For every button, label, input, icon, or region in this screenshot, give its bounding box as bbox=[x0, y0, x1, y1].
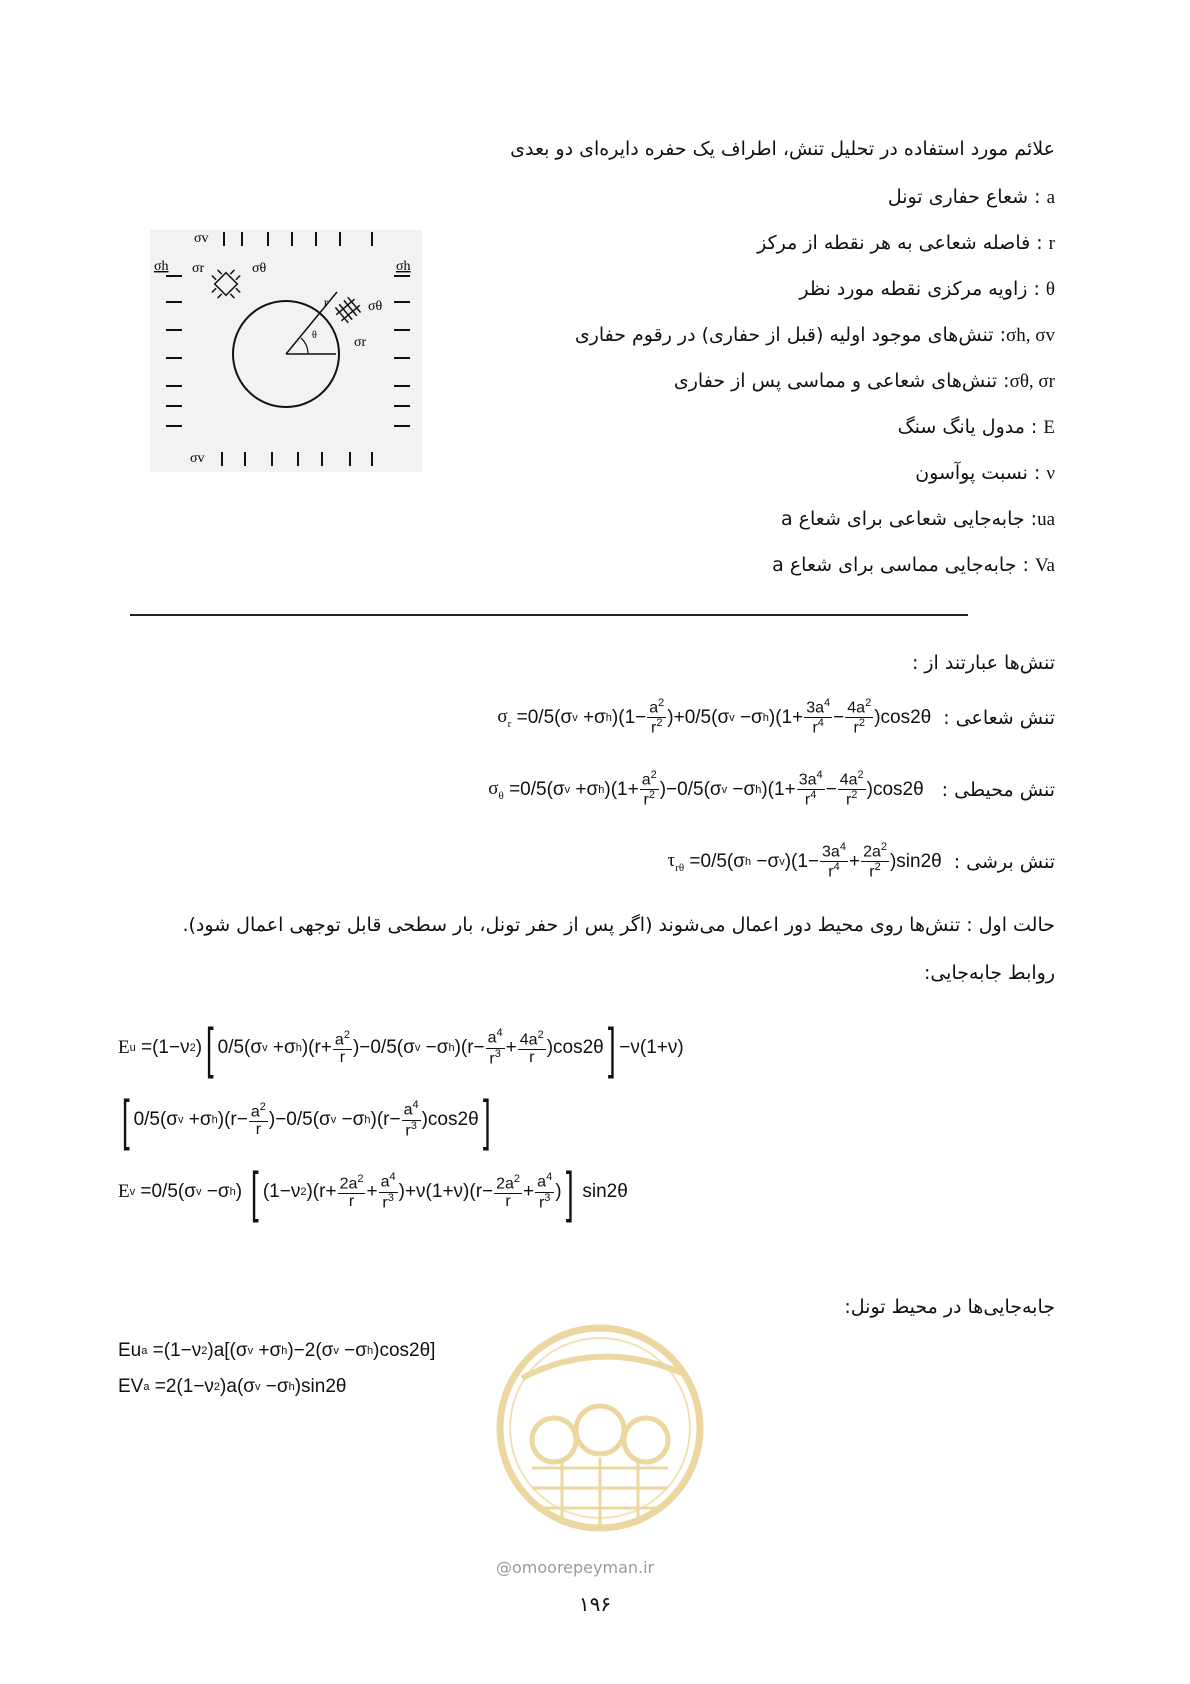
symbol: θ bbox=[1045, 279, 1055, 300]
symbol-def-E bbox=[898, 416, 1055, 439]
hoop-stress-row bbox=[488, 770, 1055, 809]
radial-stress-row bbox=[497, 698, 1055, 737]
theta-arc bbox=[301, 338, 308, 354]
displacement-heading: روابط جابه‌جایی: bbox=[923, 962, 1055, 984]
diagram-svg bbox=[150, 230, 422, 472]
symbol-desc: : جابه‌جایی مماسی برای شعاع a bbox=[772, 554, 1035, 576]
symbol: ν bbox=[1046, 463, 1055, 484]
ev-equation: E v =0/5(σ v −σ h ) [ (1−ν 2 )(r+ $\frac{2a^2}{r}$ + $\frac{a^4}{r^3}$ )+ν(1+ν)(r− $\frac{2a^2}{r}$ + $\frac{a^4}{r^3}$ ) ] sin2θ bbox=[118, 1160, 628, 1223]
symbol-def-ua bbox=[781, 508, 1055, 531]
symbol: σθ, σr bbox=[1009, 371, 1055, 392]
eva-equation: EV a =2(1−ν 2 )a(σ v −σ h )sin2θ bbox=[118, 1376, 347, 1397]
symbol-def-r bbox=[757, 232, 1055, 255]
page-number: ۱۹۶ bbox=[578, 1592, 612, 1616]
symbol-def-a bbox=[888, 186, 1055, 209]
case-one-text: حالت اول : تنش‌ها روی محیط دور اعمال می‌شوند (اگر پس از حفر تونل، بار سطحی قابل توجهی اعمال شود). bbox=[182, 914, 1055, 936]
label-r: r bbox=[324, 295, 328, 309]
symbol-desc: : شعاع حفاری تونل bbox=[887, 186, 1047, 208]
symbol: a bbox=[1046, 187, 1055, 208]
hoop-stress-label: تنش محیطی : bbox=[941, 778, 1055, 801]
shear-stress-label: تنش برشی : bbox=[953, 850, 1055, 873]
label-sigma-theta-left: σθ bbox=[252, 261, 267, 276]
label-theta: θ bbox=[312, 330, 317, 341]
watermark-url: @omoorepeyman.ir bbox=[496, 1558, 655, 1577]
watermark-seal bbox=[492, 1318, 708, 1548]
symbol: E bbox=[1043, 417, 1055, 438]
tunnel-stress-diagram bbox=[150, 230, 422, 472]
symbol-desc: : تنش‌های موجود اولیه (قبل از حفاری) در رقوم حفاری bbox=[574, 324, 1007, 346]
stresses-heading: تنش‌ها عبارتند از : bbox=[911, 652, 1055, 674]
label-sigma-theta-right: σθ bbox=[368, 299, 383, 314]
symbol: ua bbox=[1037, 509, 1055, 530]
label-sigma-h-right: σh bbox=[396, 259, 411, 274]
radial-stress-label: تنش شعاعی : bbox=[943, 706, 1055, 729]
intro-line: علائم مورد استفاده در تحلیل تنش، اطراف یک حفره دایره‌ای دو بعدی bbox=[510, 138, 1055, 160]
symbol: Va bbox=[1034, 555, 1055, 576]
symbol-desc: : تنش‌های شعاعی و مماسی پس از حفاری bbox=[673, 370, 1010, 392]
symbol-desc: : نسبت پوآسون bbox=[915, 462, 1047, 484]
section-divider bbox=[130, 614, 968, 616]
label-sigma-r-left: σr bbox=[192, 261, 205, 276]
element-left bbox=[203, 261, 248, 306]
hoop-stress-equation: $\sigma_\theta$ =0/5(σ v +σ h )(1+ $\frac{a^2}{r^2}$ )−0/5(σ v −σ h )(1+ $\frac{3a^4}{r^4}$ − $\frac{4a^2}{r^2}$ )cos2θ bbox=[488, 769, 924, 809]
shear-stress-equation: $\tau_{r\theta}$ =0/5(σ h −σ v )(1− $\frac{3a^4}{r^4}$ + $\frac{2a^2}{r^2}$ )sin2θ bbox=[667, 841, 942, 881]
label-sigma-h-left: σh bbox=[154, 259, 169, 274]
label-sigma-v-bottom: σv bbox=[190, 451, 205, 466]
symbol-desc: : جابه‌جایی شعاعی برای شعاع a bbox=[780, 508, 1038, 530]
eu-equation-line1: E u =(1−ν 2 ) [ 0/5(σ v +σ h )(r+ $\frac{a^2}{r}$ )−0/5(σ v −σ h )(r− $\frac{a^4}{r^3}$ + $\frac{4a^2}{r}$ )cos2θ ] −ν(1+ν) bbox=[118, 1016, 684, 1079]
eu-equation-line2: [ 0/5(σ v +σ h )(r− $\frac{a^2}{r}$ )−0/5(σ v −σ h )(r− $\frac{a^4}{r^3}$ )cos2θ ] bbox=[121, 1088, 491, 1151]
eua-equation: Eu a =(1−ν 2 )a[(σ v +σ h )−2(σ v −σ h )cos2θ] bbox=[118, 1340, 436, 1361]
label-sigma-v-top: σv bbox=[194, 231, 209, 246]
perimeter-heading: جابه‌جایی‌ها در محیط تونل: bbox=[844, 1296, 1055, 1318]
symbol-def-post-stress bbox=[674, 370, 1055, 393]
symbol-desc: : مدول یانگ سنگ bbox=[897, 416, 1044, 438]
symbol-def-nu bbox=[915, 462, 1055, 485]
left-arrows bbox=[166, 276, 182, 426]
symbol-def-theta bbox=[799, 278, 1055, 301]
symbol: σh, σv bbox=[1006, 325, 1055, 346]
symbol-desc: : فاصله شعاعی به هر نقطه از مرکز bbox=[757, 232, 1049, 254]
symbol-def-Va bbox=[772, 554, 1055, 577]
shear-stress-row bbox=[668, 842, 1055, 881]
top-arrows bbox=[224, 232, 372, 246]
radial-stress-equation: $\sigma_r$ =0/5(σ v +σ h )(1− $\frac{a^2}{r^2}$ )+0/5(σ v −σ h )(1+ $\frac{3a^4}{r^4}$ − $\frac{4a^2}{r^2}$ )cos2θ bbox=[497, 697, 932, 737]
bottom-arrows bbox=[222, 452, 372, 466]
symbol-def-initial-stress bbox=[575, 324, 1055, 347]
symbol: r bbox=[1048, 233, 1055, 254]
label-sigma-r-right: σr bbox=[354, 335, 367, 350]
element-right bbox=[332, 295, 363, 326]
symbol-desc: : زاویه مرکزی نقطه مورد نظر bbox=[799, 278, 1046, 300]
right-arrows bbox=[394, 276, 410, 426]
